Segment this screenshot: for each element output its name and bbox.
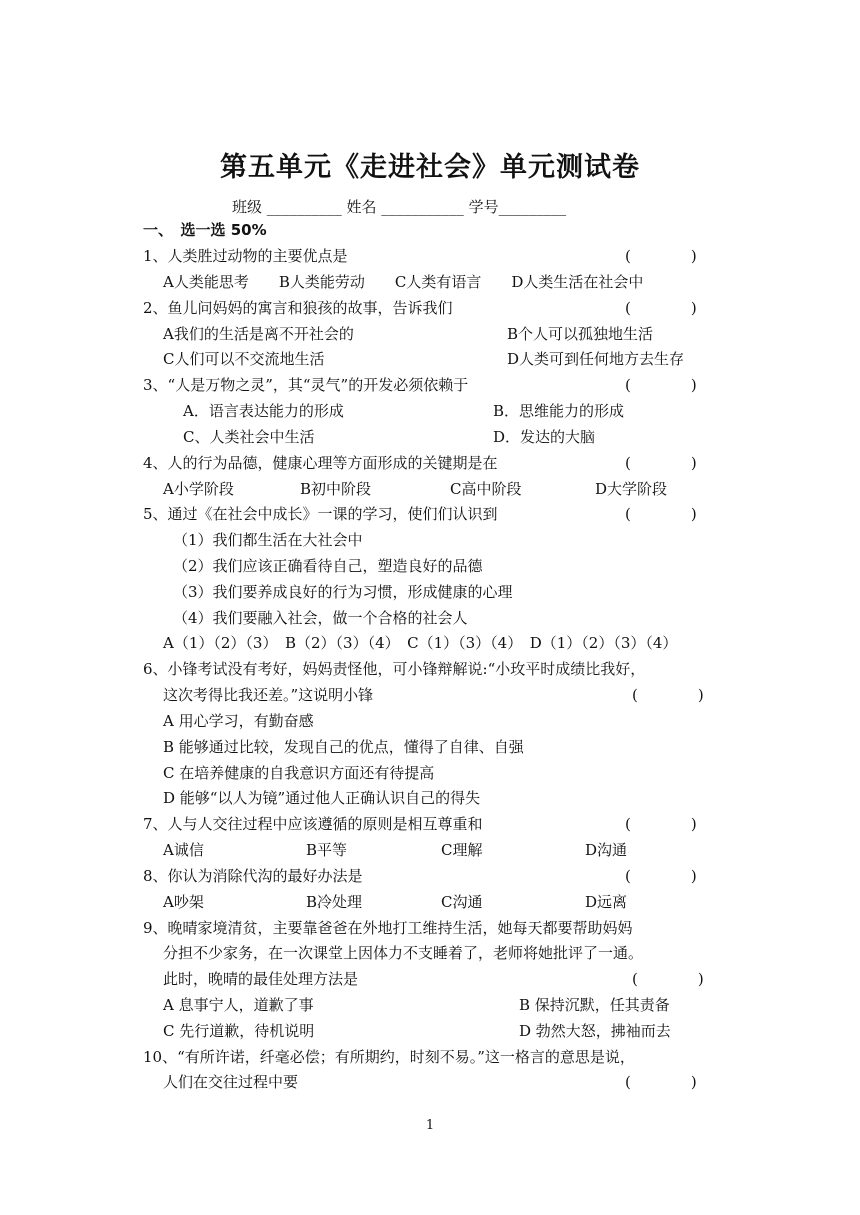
section-heading: 一、 选一选 50% (143, 221, 267, 239)
q9-option-d: D 勃然大怒，拂袖而去 (519, 1022, 671, 1040)
question-4: 4、人的行为品德，健康心理等方面形成的关键期是在 (143, 454, 498, 472)
question-9-line-1: 9、晚晴家境清贫，主要靠爸爸在外地打工维持生活，她每天都要帮助妈妈 (143, 919, 633, 937)
answer-blank-4[interactable]: ( ) (625, 454, 697, 472)
answer-blank-10[interactable]: ( ) (625, 1073, 697, 1091)
q9-option-b: B 保持沉默，任其责备 (519, 996, 670, 1014)
answer-blank-7[interactable]: ( ) (625, 815, 697, 833)
answer-blank-2[interactable]: ( ) (625, 299, 697, 317)
q9-option-c: C 先行道歉，待机说明 (163, 1022, 315, 1040)
q6-option-b: B 能够通过比较，发现自己的优点，懂得了自律、自强 (163, 738, 524, 756)
q6-option-d: D 能够“以人为镜”通过他人正确认识自己的得失 (163, 789, 481, 807)
q8-option-c: C沟通 (441, 893, 483, 911)
q3-option-a: A．语言表达能力的形成 (183, 402, 344, 420)
answer-blank-8[interactable]: ( ) (625, 867, 697, 885)
q2-option-a: A我们的生活是离不开社会的 (163, 325, 354, 343)
q3-option-b: B．思维能力的形成 (493, 402, 625, 420)
q8-option-a: A吵架 (163, 893, 204, 911)
q8-option-b: B冷处理 (306, 893, 363, 911)
q9-option-a: A 息事宁人，道歉了事 (163, 996, 314, 1014)
q5-statement-3: （3）我们要养成良好的行为习惯，形成健康的心理 (173, 583, 513, 601)
q7-option-c: C理解 (441, 841, 483, 859)
question-6-line-1: 6、小锋考试没有考好，妈妈责怪他，可小锋辩解说:“小玫平时成绩比我好， (143, 660, 646, 678)
question-6-line-2: 这次考得比我还差。”这说明小锋 (163, 686, 374, 704)
q4-option-c: C高中阶段 (450, 480, 522, 498)
q2-option-c: C人们可以不交流地生活 (163, 350, 325, 368)
q5-statement-1: （1）我们都生活在大社会中 (173, 531, 363, 549)
question-3: 3、“人是万物之灵”，其“灵气”的开发必须依赖于 (143, 376, 469, 394)
q5-options: A（1）（2）（3） B（2）（3）（4） C（1）（3）（4） D（1）（2）（3）（4） (163, 634, 678, 652)
q7-option-b: B平等 (306, 841, 348, 859)
question-5: 5、通过《在社会中成长》一课的学习，使们们认识到 (143, 505, 498, 523)
page-title: 第五单元《走进社会》单元测试卷 (220, 152, 640, 183)
q4-option-a: A小学阶段 (163, 480, 234, 498)
q3-option-c: C、人类社会中生活 (183, 428, 315, 446)
answer-blank-6[interactable]: ( ) (632, 686, 704, 704)
q6-option-c: C 在培养健康的自我意识方面还有待提高 (163, 764, 435, 782)
page-number: 1 (425, 1118, 435, 1133)
q2-option-d: D人类可到任何地方去生存 (507, 350, 685, 368)
q7-option-d: D沟通 (585, 841, 628, 859)
question-8: 8、你认为消除代沟的最好办法是 (143, 867, 363, 885)
q5-statement-2: （2）我们应该正确看待自己，塑造良好的品德 (173, 557, 483, 575)
q3-option-d: D．发达的大脑 (493, 428, 596, 446)
q4-option-d: D大学阶段 (595, 480, 668, 498)
answer-blank-9[interactable]: ( ) (632, 970, 704, 988)
q4-option-b: B初中阶段 (300, 480, 372, 498)
q1-options: A人类能思考 B人类能劳动 C人类有语言 D人类生活在社会中 (163, 273, 644, 291)
question-9-line-3: 此时，晚晴的最佳处理方法是 (163, 970, 359, 988)
question-2: 2、鱼儿问妈妈的寓言和狼孩的故事，告诉我们 (143, 299, 453, 317)
question-7: 7、人与人交往过程中应该遵循的原则是相互尊重和 (143, 815, 483, 833)
q6-option-a: A 用心学习，有勤奋感 (163, 712, 314, 730)
answer-blank-5[interactable]: ( ) (625, 505, 697, 523)
question-1: 1、人类胜过动物的主要优点是 (143, 247, 348, 265)
student-info-line: 班级 __________ 姓名 ___________ 学号_________ (232, 198, 567, 216)
question-10-line-1: 10、“有所许诺，纤毫必偿；有所期约，时刻不易。”这一格言的意思是说， (143, 1048, 635, 1066)
answer-blank-1[interactable]: ( ) (625, 247, 697, 265)
answer-blank-3[interactable]: ( ) (625, 376, 697, 394)
q5-statement-4: （4）我们要融入社会，做一个合格的社会人 (173, 609, 468, 627)
q2-option-b: B个人可以孤独地生活 (507, 325, 654, 343)
q8-option-d: D远离 (585, 893, 628, 911)
question-9-line-2: 分担不少家务，在一次课堂上因体力不支睡着了，老师将她批评了一通。 (163, 944, 644, 962)
question-10-line-2: 人们在交往过程中要 (163, 1073, 299, 1091)
q7-option-a: A诚信 (163, 841, 204, 859)
